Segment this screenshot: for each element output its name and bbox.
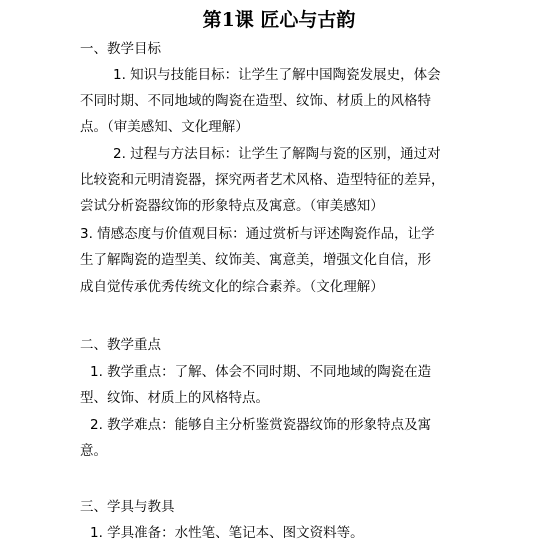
paragraph-line: 1. 教学重点：了解、体会不同时期、不同地域的陶瓷在造 [90,364,432,380]
paragraph-line: 2. 过程与方法目标：让学生了解陶与瓷的区别，通过对 [113,146,441,162]
paragraph-line: 2. 教学难点：能够自主分析鉴赏瓷器纹饰的形象特点及寓 [90,417,432,433]
paragraph-line: 尝试分析瓷器纹饰的形象特点及寓意。（审美感知） [80,198,384,214]
paragraph-line: 点。（审美感知、文化理解） [80,119,249,135]
section-heading-tools: 三、学具与教具 [80,499,175,515]
paragraph-line: 3. 情感态度与价值观目标：通过赏析与评述陶瓷作品，让学 [80,226,435,242]
lesson-title: 第1课 匠心与古韵 [202,9,356,31]
paragraph-line: 1. 学具准备：水性笔、笔记本、图文资料等。 [90,525,364,541]
section-heading-key-points: 二、教学重点 [80,337,161,353]
paragraph-line: 1. 知识与技能目标：让学生了解中国陶瓷发展史，体会 [113,67,441,83]
section-heading-objectives: 一、教学目标 [80,41,161,57]
paragraph-line: 不同时期、不同地域的陶瓷在造型、纹饰、材质上的风格特 [80,93,431,109]
paragraph-line: 生了解陶瓷的造型美、纹饰美、寓意美，增强文化自信，形 [80,252,431,268]
paragraph-line: 比较瓷和元明清瓷器，探究两者艺术风格、造型特征的差异， [80,172,445,188]
paragraph-line: 成自觉传承优秀传统文化的综合素养。（文化理解） [80,279,384,295]
paragraph-line: 型、纹饰、材质上的风格特点。 [80,390,269,406]
paragraph-line: 意。 [80,443,107,459]
